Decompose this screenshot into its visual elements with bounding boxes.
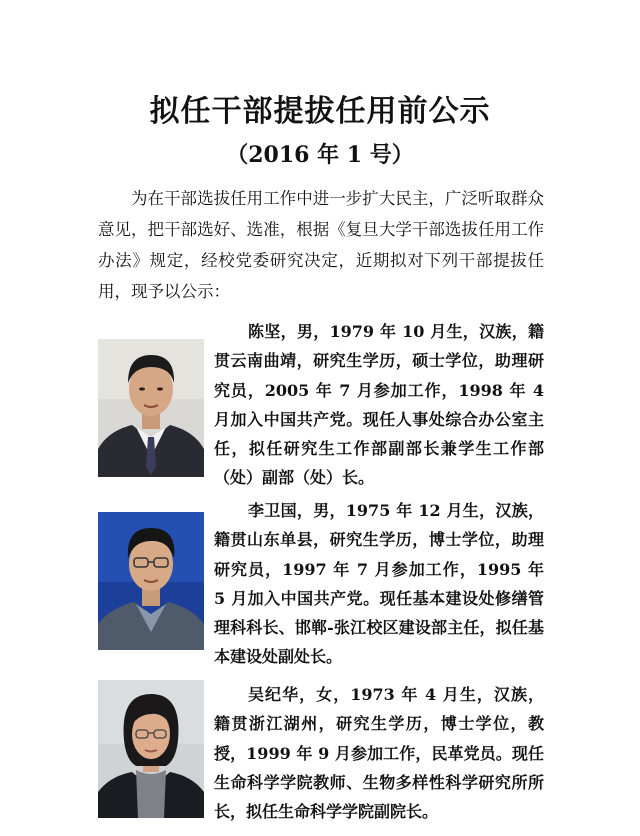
portrait-photo-3: [98, 680, 204, 818]
portrait-photo-1: [98, 339, 204, 477]
person-bio-1: 陈坚，男，1979 年 10 月生，汉族，籍贯云南曲靖，研究生学历，硕士学位，助理研究员，2005 年 7 月参加工作，1998 年 4 月加入中国共产党。现任人事处综合办公室主任，拟任研究生工作部副部长兼学生工作部（处）副部（处）长。: [214, 322, 544, 488]
person-bio-3: 吴纪华，女，1973 年 4 月生，汉族，籍贯浙江湖州，研究生学历，博士学位，教授，1999 年 9 月参加工作，民革党员。现任生命科学学院教师、生物多样性科学研究所所长，拟任生命科学学院副院长。: [214, 685, 544, 822]
notice-intro: 为在干部选拔任用工作中进一步扩大民主，广泛听取群众意见，把干部选好、选准，根据《复旦大学干部选拔任用工作办法》规定，经校党委研究决定，近期拟对下列干部提拔任用，现予以公示：: [98, 189, 544, 301]
notice-subtitle: （2016 年 1 号）: [226, 142, 414, 168]
person-bio-2: 李卫国，男，1975 年 12 月生，汉族，籍贯山东单县，研究生学历，博士学位，助理研究员，1997 年 7 月参加工作，1995 年 5 月加入中国共产党。现任基本建设处修缮管理科科长、邯郸-张江校区建设部主任，拟任基本建设处副处长。: [214, 501, 544, 667]
notice-title: 拟任干部提拔任用前公示: [149, 94, 491, 129]
portrait-photo-2: [98, 512, 204, 650]
